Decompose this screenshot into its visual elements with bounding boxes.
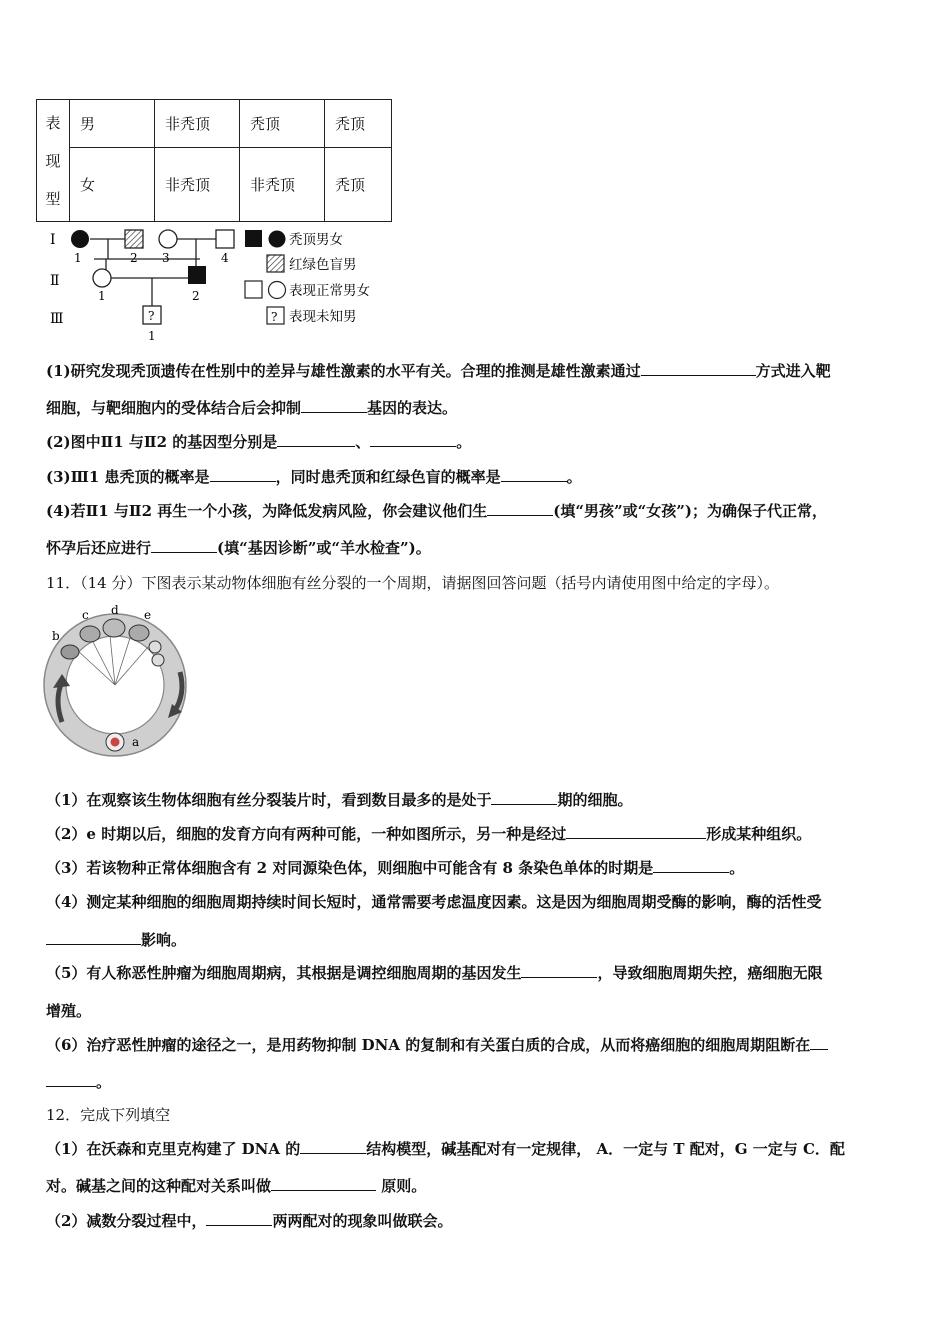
text: 期的细胞。 [557, 791, 633, 809]
q10-part3 [46, 466, 582, 487]
text: 影响。 [141, 931, 187, 949]
q12-title: 12．完成下列填空 [46, 1106, 171, 1124]
legend-colorblind-male [267, 255, 284, 272]
q11-sub4-line1: （4）测定某种细胞的细胞周期持续时间长短时，通常需要考虑温度因素。这是因为细胞周期受酶的影响，酶的活性受 [46, 893, 822, 911]
answer-blank[interactable] [566, 824, 706, 839]
answer-blank[interactable] [300, 1139, 366, 1154]
text: 形成某种组织。 [706, 825, 812, 843]
answer-blank[interactable] [46, 930, 141, 945]
q11-sub5-line1 [46, 962, 822, 983]
gen-label: Ⅰ [50, 232, 56, 248]
text: （6）治疗恶性肿瘤的途径之一，是用药物抑制 DNA 的复制和有关蛋白质的合成，从而将癌细胞的细胞周期阻断在 [46, 1036, 811, 1054]
answer-blank[interactable] [301, 398, 367, 413]
bald-female-symbol [71, 230, 89, 248]
legend-label: 红绿色盲男 [289, 257, 357, 273]
q11-sub3 [46, 857, 744, 878]
table-cell: 女 [70, 148, 155, 222]
individual-number: 4 [221, 251, 229, 265]
q12-sub1-line1 [46, 1138, 845, 1159]
legend-normal-male [245, 281, 262, 298]
phase-cell-e [129, 625, 149, 641]
legend-label: 秃顶男女 [289, 232, 343, 248]
phase-cell-b [61, 645, 79, 659]
individual-number: 2 [130, 251, 138, 265]
answer-blank[interactable] [487, 501, 553, 516]
text: 。 [456, 433, 472, 451]
phase-label: a [132, 735, 140, 749]
text: 、 [355, 433, 371, 451]
cell-cycle-figure [40, 600, 200, 760]
phase-label: c [82, 608, 89, 622]
text: (3)Ⅲ1 患秃顶的概率是 [46, 468, 210, 486]
table-cell: 秃顶 [325, 148, 392, 222]
legend-label: 表现未知男 [289, 309, 357, 325]
text: （3）若该物种正常体细胞含有 2 对同源染色体，则细胞中可能含有 8 条染色单体的时期是 [46, 859, 654, 877]
text: 细胞，与靶细胞内的受体结合后会抑制 [46, 399, 302, 417]
individual-number: 1 [74, 251, 82, 265]
answer-blank[interactable] [810, 1035, 828, 1050]
individual-number: 1 [148, 329, 156, 343]
legend-normal-female [269, 282, 286, 299]
text: 对。碱基之间的这种配对关系叫做 [46, 1177, 272, 1195]
table-cell: 秃顶 [240, 100, 325, 148]
answer-blank[interactable] [370, 432, 456, 447]
answer-blank[interactable] [151, 538, 217, 553]
q11-sub2 [46, 823, 811, 844]
legend-label: 表现正常男女 [289, 283, 370, 299]
text: 基因的表达。 [367, 399, 458, 417]
legend-bald-female [269, 231, 286, 248]
text: 结构模型，碱基配对有一定规律， A．一定与 T 配对，G 一定与 C．配 [366, 1140, 845, 1158]
text: (4)若Ⅱ1 与Ⅱ2 再生一个小孩，为降低发病风险，你会建议他们生 [46, 502, 488, 520]
answer-blank[interactable] [501, 467, 567, 482]
text: (填“基因诊断”或“羊水检查”)。 [217, 539, 431, 557]
phase-cell-d [103, 619, 125, 637]
normal-female-symbol [93, 269, 111, 287]
gen-label: Ⅲ [50, 311, 64, 327]
answer-blank[interactable] [210, 467, 276, 482]
text: ，导致细胞周期失控，癌细胞无限 [597, 964, 823, 982]
text: 。 [729, 859, 745, 877]
q10-part2 [46, 431, 471, 452]
answer-blank[interactable] [277, 432, 355, 447]
table-header: 表现型 [45, 113, 61, 208]
table-header-cell [37, 100, 70, 222]
phase-label: b [52, 629, 60, 643]
text: (填“男孩”或“女孩”)；为确保子代正常， [553, 502, 827, 520]
text: （5）有人称恶性肿瘤为细胞周期病，其根据是调控细胞周期的基因发生 [46, 964, 522, 982]
text: （1）在沃森和克里克构建了 DNA 的 [46, 1140, 301, 1158]
gen-label: Ⅱ [50, 273, 60, 289]
legend-bald-male [245, 230, 262, 247]
answer-blank[interactable] [271, 1176, 376, 1191]
phase-label: e [144, 608, 152, 622]
q11-title: 11．（14 分）下图表示某动物体细胞有丝分裂的一个周期，请据图回答问题（括号内请使用图中给定的字母）。 [46, 574, 779, 592]
table-cell: 非秃顶 [155, 148, 240, 222]
phenotype-table [36, 99, 392, 222]
individual-number: 3 [162, 251, 170, 265]
phase-cell-c [80, 626, 100, 642]
text: 方式进入靶 [755, 362, 831, 380]
text: ，同时患秃顶和红绿色盲的概率是 [275, 468, 501, 486]
table-cell: 男 [70, 100, 155, 148]
legend-unknown-mark: ? [271, 310, 278, 324]
answer-blank[interactable] [46, 1072, 96, 1087]
q11-sub5-line2: 增殖。 [46, 1002, 92, 1020]
bald-male-symbol [188, 266, 206, 284]
q12-sub1-line2 [46, 1175, 426, 1196]
answer-blank[interactable] [206, 1211, 272, 1226]
text: 。 [96, 1073, 112, 1091]
q11-sub1 [46, 789, 632, 810]
phase-label: d [111, 603, 119, 617]
normal-female-symbol [159, 230, 177, 248]
unknown-mark: ? [148, 309, 155, 323]
text: 两两配对的现象叫做联会。 [272, 1212, 453, 1230]
text: （2）e 时期以后，细胞的发育方向有两种可能，一种如图所示，另一种是经过 [46, 825, 567, 843]
q12-sub2 [46, 1210, 452, 1231]
text: 怀孕后还应进行 [46, 539, 152, 557]
answer-blank[interactable] [653, 858, 729, 873]
answer-blank[interactable] [641, 361, 756, 376]
pedigree-figure [40, 224, 400, 346]
q11-sub6-line1 [46, 1034, 828, 1055]
text: (1)研究发现秃顶遗传在性别中的差异与雄性激素的水平有关。合理的推测是雄性激素通过 [46, 362, 641, 380]
text: 原则。 [376, 1177, 427, 1195]
q10-part4-line2 [46, 537, 431, 558]
normal-male-symbol [216, 230, 234, 248]
colorblind-male-symbol [125, 230, 143, 248]
individual-number: 2 [192, 289, 200, 303]
q10-part4-line1 [46, 500, 827, 521]
q10-part1-line2 [46, 397, 457, 418]
q10-part1-line1 [46, 360, 831, 381]
text: （1）在观察该生物体细胞有丝分裂装片时，看到数目最多的是处于 [46, 791, 492, 809]
table-cell: 非秃顶 [155, 100, 240, 148]
text: (2)图中Ⅱ1 与Ⅱ2 的基因型分别是 [46, 433, 278, 451]
text: 。 [566, 468, 582, 486]
answer-blank[interactable] [521, 963, 597, 978]
table-cell: 秃顶 [325, 100, 392, 148]
q11-sub4-line2 [46, 929, 186, 950]
individual-number: 1 [98, 289, 106, 303]
answer-blank[interactable] [491, 790, 557, 805]
table-cell: 非秃顶 [240, 148, 325, 222]
text: （2）减数分裂过程中， [46, 1212, 207, 1230]
q11-sub6-line2 [46, 1071, 111, 1092]
